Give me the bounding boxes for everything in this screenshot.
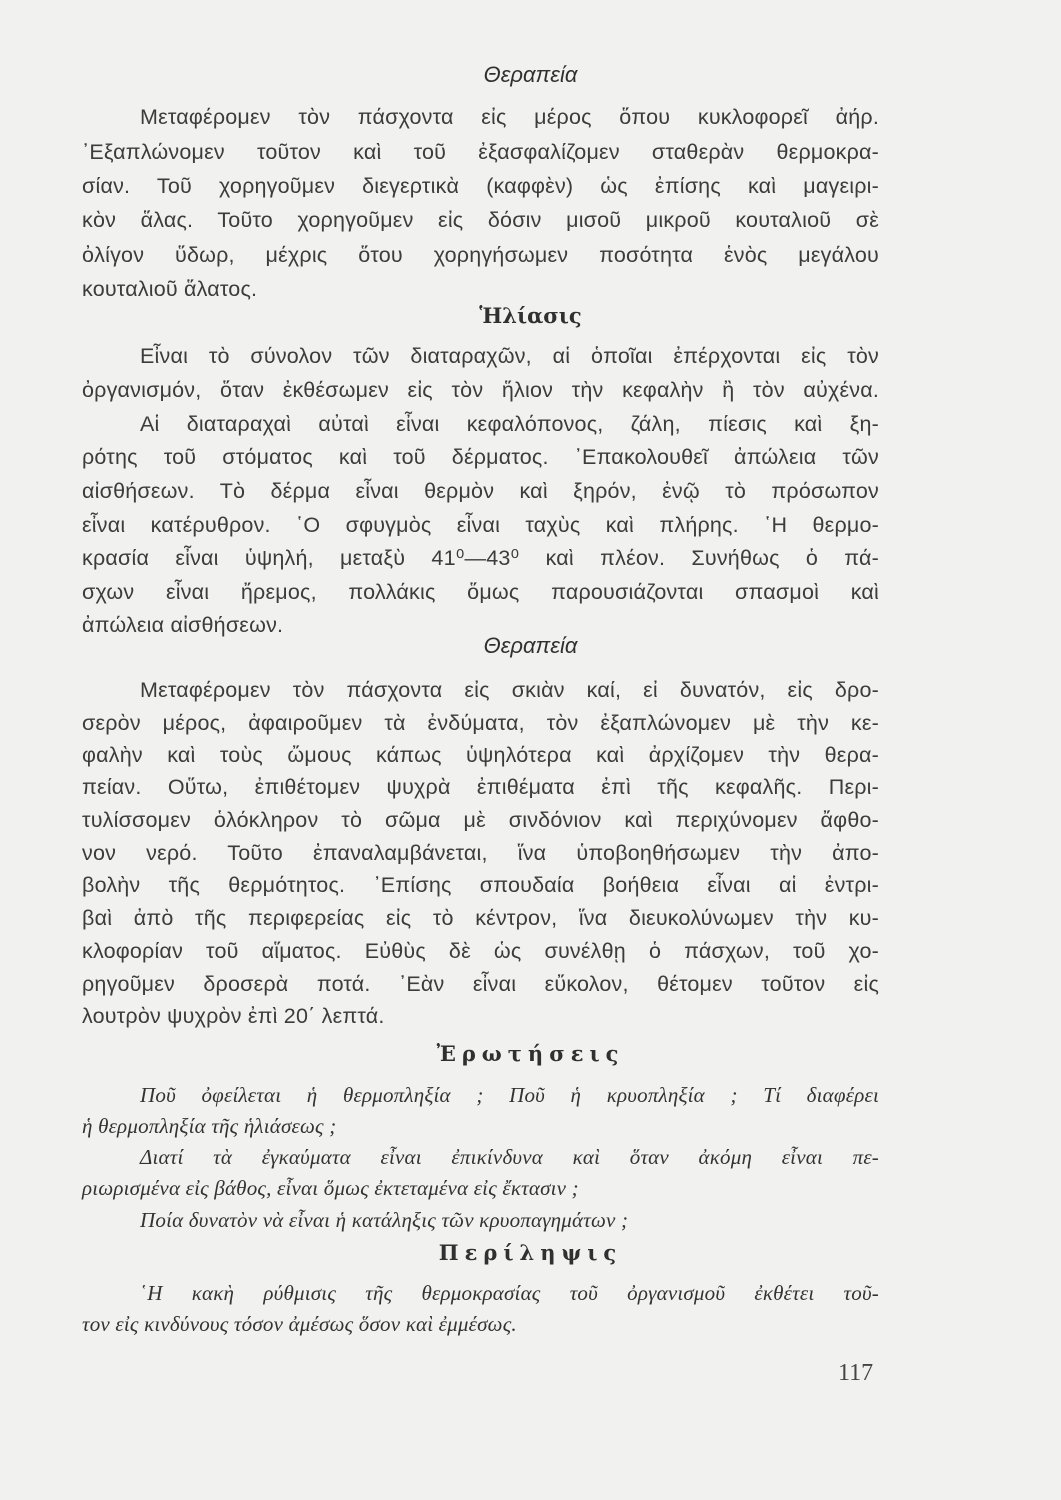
text-line: σχων εἶναι ἤρεμος, πολλάκις ὅμως παρουσιάζονται σπασμοὶ καὶ xyxy=(82,580,879,604)
summary-line: ῾Η κακὴ ρύθμισις τῆς θερμοκρασίας τοῦ ὀργανισμοῦ ἐκθέτει τοῦ- xyxy=(140,1281,879,1305)
text-line: κρασία εἶναι ὑψηλή, μεταξὺ 41⁰—43⁰ καὶ πλέον. Συνήθως ὁ πά- xyxy=(82,546,879,570)
summary-line: τον εἰς κινδύνους τόσον ἀμέσως ὅσον καὶ ἐμμέσως. xyxy=(82,1312,517,1336)
page-number: 117 xyxy=(838,1360,874,1386)
heading-therapy-1: Θεραπεία xyxy=(483,62,578,87)
heading-questions: Ἐρωτήσεις xyxy=(436,1041,625,1066)
question-line: Ποῦ ὀφείλεται ἡ θερμοπληξία ; Ποῦ ἡ κρυοπληξία ; Τί διαφέρει xyxy=(140,1083,879,1107)
question-line: ἡ θερμοπληξία τῆς ἡλιάσεως ; xyxy=(82,1114,337,1138)
text-line: εἶναι κατέρυθρον. ῾Ο σφυγμὸς εἶναι ταχὺς καὶ πλήρης. ῾Η θερμο- xyxy=(82,513,879,537)
text-line: Αἱ διαταραχαὶ αὐταὶ εἶναι κεφαλόπονος, ζάλη, πίεσις καὶ ξη- xyxy=(140,412,879,436)
text-line: Μεταφέρομεν τὸν πάσχοντα εἰς σκιὰν καί, εἰ δυνατόν, εἰς δρο- xyxy=(140,678,879,702)
text-line: ρότης τοῦ στόματος καὶ τοῦ δέρματος. ᾿Επακολουθεῖ ἀπώλεια τῶν xyxy=(82,445,879,469)
text-line: ᾿Εξαπλώνομεν τοῦτον καὶ τοῦ ἐξασφαλίζομεν σταθερὰν θερμοκρα- xyxy=(82,140,879,164)
text-line: τυλίσσομεν ὁλόκληρον τὸ σῶμα μὲ σινδόνιον καὶ περιχύνομεν ἄφθο- xyxy=(82,808,879,832)
heading-heatstroke: Ἡλίασις xyxy=(479,303,582,328)
text-line: κλοφορίαν τοῦ αἵματος. Εὐθὺς δὲ ὡς συνέλθῃ ὁ πάσχων, τοῦ χο- xyxy=(82,939,879,963)
question-line: Ποία δυνατὸν νὰ εἶναι ἡ κατάληξις τῶν κρυοπαγημάτων ; xyxy=(140,1208,629,1232)
text-line: πείαν. Οὕτω, ἐπιθέτομεν ψυχρὰ ἐπιθέματα ἐπὶ τῆς κεφαλῆς. Περι- xyxy=(82,775,879,799)
text-line: βαὶ ἀπὸ τῆς περιφερείας εἰς τὸ κέντρον, ἵνα διευκολύνωμεν τὴν κυ- xyxy=(82,906,879,930)
heading-therapy-2: Θεραπεία xyxy=(483,633,578,658)
text-line: κὸν ἅλας. Τοῦτο χορηγοῦμεν εἰς δόσιν μισοῦ μικροῦ κουταλιοῦ σὲ xyxy=(82,208,879,232)
text-line: φαλὴν καὶ τοὺς ὤμους κάπως ὑψηλότερα καὶ ἀρχίζομεν τὴν θερα- xyxy=(82,743,879,767)
text-line: βολὴν τῆς θερμότητος. ᾿Επίσης σπουδαία βοήθεια εἶναι αἱ ἐντρι- xyxy=(82,873,879,897)
text-line: ἀπώλεια αἰσθήσεων. xyxy=(82,613,284,637)
text-line: νον νερό. Τοῦτο ἐπαναλαμβάνεται, ἵνα ὑποβοηθήσωμεν τὴν ἀπο- xyxy=(82,841,879,865)
text-line: σερὸν μέρος, ἀφαιροῦμεν τὰ ἐνδύματα, τὸν ἐξαπλώνομεν μὲ τὴν κε- xyxy=(82,711,879,735)
text-line: σίαν. Τοῦ χορηγοῦμεν διεγερτικὰ (καφφὲν) ὡς ἐπίσης καὶ μαγειρι- xyxy=(82,174,879,198)
text-line: Μεταφέρομεν τὸν πάσχοντα εἰς μέρος ὅπου κυκλοφορεῖ ἀήρ. xyxy=(140,105,879,129)
text-line: ὀργανισμόν, ὅταν ἐκθέσωμεν εἰς τὸν ἥλιον τὴν κεφαλὴν ἢ τὸν αὐχένα. xyxy=(82,378,879,402)
text-line: αἰσθήσεων. Τὸ δέρμα εἶναι θερμὸν καὶ ξηρόν, ἐνῷ τὸ πρόσωπον xyxy=(82,479,879,503)
question-line: Διατί τὰ ἐγκαύματα εἶναι ἐπικίνδυνα καὶ ὅταν ἀκόμη εἶναι πε- xyxy=(140,1145,879,1169)
text-line: κουταλιοῦ ἅλατος. xyxy=(82,277,258,301)
text-line: Εἶναι τὸ σύνολον τῶν διαταραχῶν, αἱ ὁποῖαι ἐπέρχονται εἰς τὸν xyxy=(140,344,879,368)
text-line: ρηγοῦμεν δροσερὰ ποτά. ᾿Εὰν εἶναι εὔκολον, θέτομεν τοῦτον εἰς xyxy=(82,972,879,996)
text-line: λουτρὸν ψυχρὸν ἐπὶ 20΄ λεπτά. xyxy=(82,1004,385,1028)
heading-summary: Περίληψις xyxy=(438,1240,623,1265)
text-line: ὀλίγον ὕδωρ, μέχρις ὅτου χορηγήσωμεν ποσότητα ἑνὸς μεγάλου xyxy=(82,243,879,267)
question-line: ριωρισμένα εἰς βάθος, εἶναι ὅμως ἐκτεταμένα εἰς ἔκτασιν ; xyxy=(82,1176,579,1200)
